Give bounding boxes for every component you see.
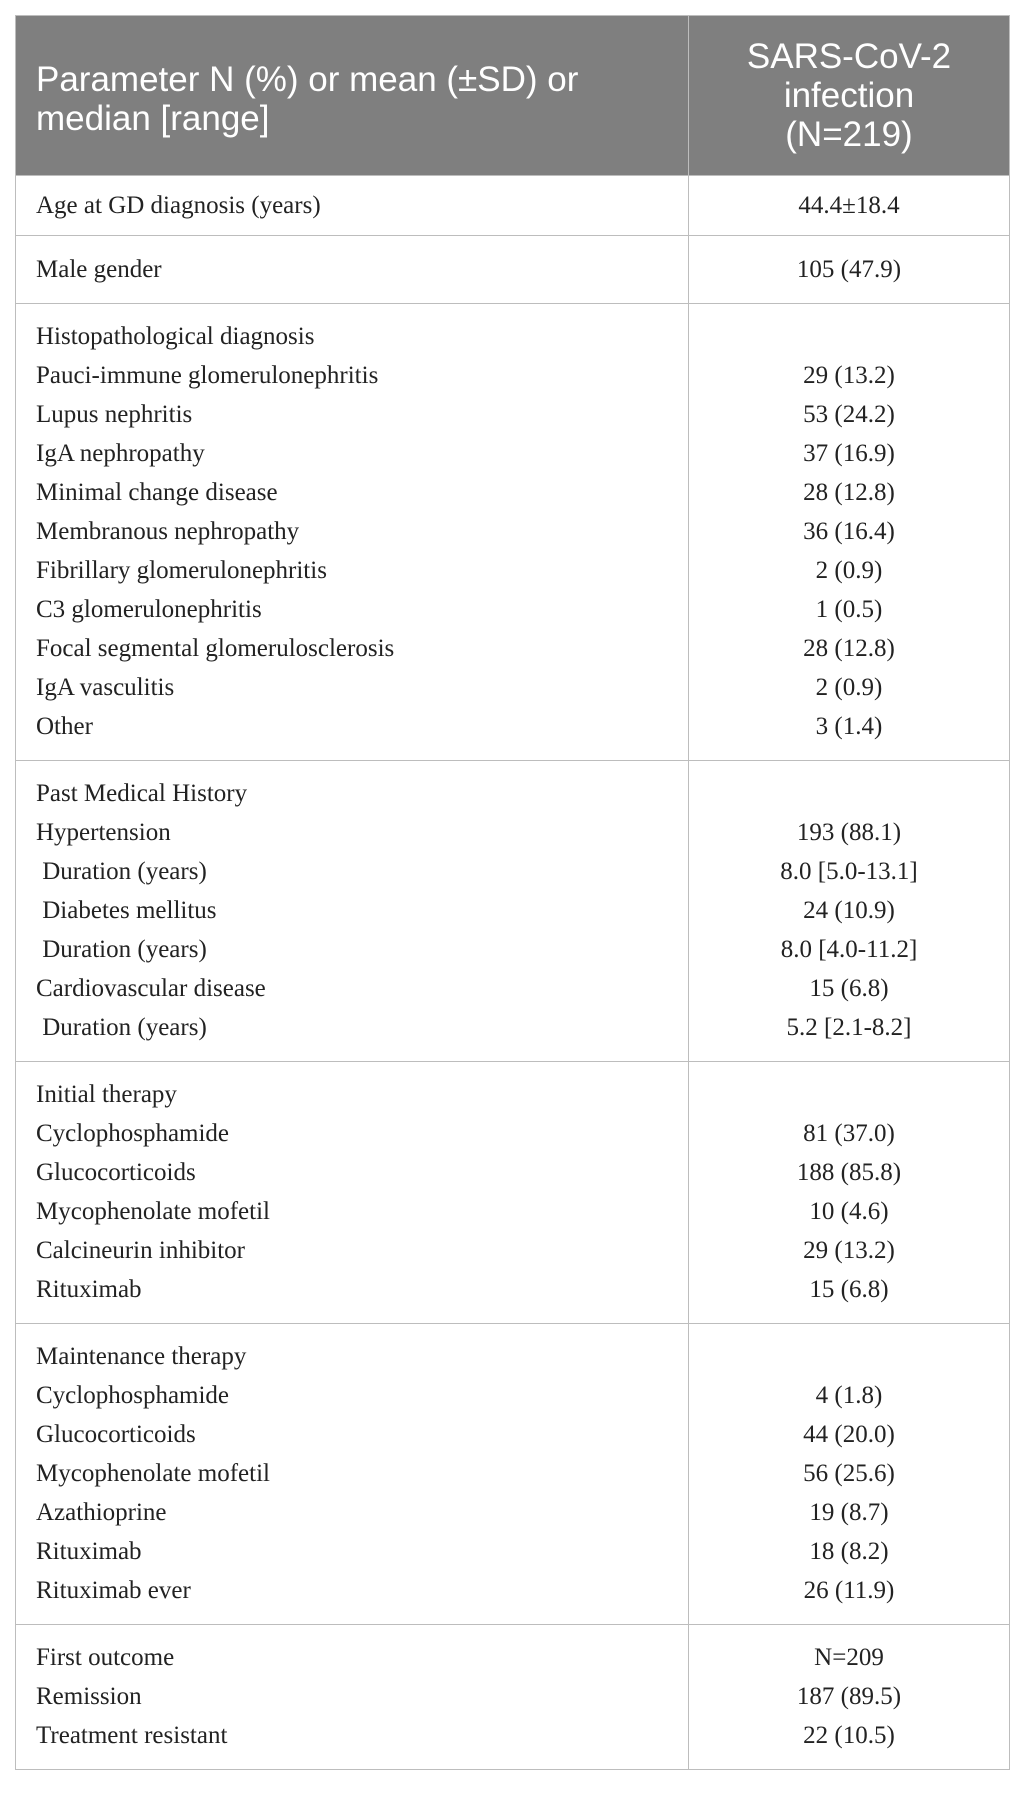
row-label: Rituximab ever: [36, 1577, 191, 1604]
row-value: 8.0 [4.0-11.2]: [780, 936, 918, 963]
row-value: 53 (24.2): [803, 401, 895, 428]
age-label: Age at GD diagnosis (years): [36, 192, 321, 219]
row-label: Calcineurin inhibitor: [36, 1237, 245, 1264]
table-row: [16, 176, 1010, 236]
section-values-histo: [689, 304, 1010, 761]
row-value: 5.2 [2.1-8.2]: [786, 1014, 912, 1041]
table-row: [16, 1625, 1010, 1770]
row-value: 19 (8.7): [809, 1499, 889, 1526]
row-label: IgA nephropathy: [36, 440, 205, 467]
row-value: 3 (1.4): [815, 713, 883, 740]
row-value: 1 (0.5): [815, 596, 883, 623]
row-label: Azathioprine: [36, 1499, 167, 1526]
row-label: Remission: [36, 1683, 142, 1710]
table-row: [16, 236, 1010, 304]
header-group: [689, 16, 1010, 176]
row-value: 37 (16.9): [803, 440, 895, 467]
row-label: IgA vasculitis: [36, 674, 175, 701]
section-values-maintenance: [689, 1324, 1010, 1625]
table-header: [16, 16, 1010, 176]
row-label: Minimal change disease: [36, 479, 278, 506]
row-value: [689, 236, 1010, 304]
row-value: 15 (6.8): [809, 1276, 889, 1303]
row-label: Cyclophosphamide: [36, 1120, 230, 1147]
row-value: 10 (4.6): [809, 1198, 889, 1225]
section-title-value: N=209: [814, 1644, 884, 1671]
row-value: 193 (88.1): [796, 819, 902, 846]
blank-value: [689, 774, 1009, 813]
row-value: 188 (85.8): [796, 1159, 902, 1186]
age-value: 44.4±18.4: [798, 192, 900, 219]
section-values-pmh: [689, 761, 1010, 1062]
row-value: 81 (37.0): [803, 1120, 895, 1147]
section-labels-initial: [16, 1062, 689, 1324]
row-value: 2 (0.9): [815, 674, 883, 701]
row-label: Lupus nephritis: [36, 401, 193, 428]
header-parameter: Parameter N (%) or mean (±SD) or median [range]: [16, 16, 689, 176]
section-title: Histopathological diagnosis: [36, 323, 315, 350]
section-labels-pmh: [16, 761, 689, 1062]
header-group-line1: SARS-CoV-2: [746, 37, 952, 76]
male-value: 105 (47.9): [796, 256, 902, 283]
row-value: 15 (6.8): [809, 975, 889, 1002]
section-labels-maintenance: [16, 1324, 689, 1625]
table-row: [16, 1062, 1010, 1324]
header-group-line3: (N=219): [785, 115, 913, 154]
section-title: Past Medical History: [36, 780, 248, 807]
male-label: Male gender: [36, 256, 162, 283]
row-value: 28 (12.8): [803, 479, 895, 506]
row-value: 56 (25.6): [803, 1460, 895, 1487]
row-label: Cardiovascular disease: [36, 975, 266, 1002]
header-row: [16, 16, 1010, 176]
row-value: 29 (13.2): [803, 1237, 895, 1264]
table-row: [16, 1324, 1010, 1625]
row-label: Fibrillary glomerulonephritis: [36, 557, 327, 584]
row-label: Cyclophosphamide: [36, 1382, 230, 1409]
row-value: 24 (10.9): [803, 897, 895, 924]
row-label: Rituximab: [36, 1538, 142, 1565]
section-title: Initial therapy: [36, 1081, 177, 1108]
row-label: Pauci-immune glomerulonephritis: [36, 362, 379, 389]
row-value: 28 (12.8): [803, 635, 895, 662]
row-value: 18 (8.2): [809, 1538, 889, 1565]
row-value: 2 (0.9): [815, 557, 883, 584]
row-value: 187 (89.5): [796, 1683, 902, 1710]
section-labels-histo: [16, 304, 689, 761]
row-label: Duration (years): [36, 1014, 207, 1041]
row-label: Glucocorticoids: [36, 1421, 196, 1448]
row-value: 22 (10.5): [803, 1722, 895, 1749]
section-title: First outcome: [36, 1644, 175, 1671]
row-label: Glucocorticoids: [36, 1159, 196, 1186]
section-values-outcome: [689, 1625, 1010, 1770]
section-labels-outcome: [16, 1625, 689, 1770]
blank-value: [689, 1337, 1009, 1376]
section-values-initial: [689, 1062, 1010, 1324]
row-value: 29 (13.2): [803, 362, 895, 389]
blank-value: [689, 317, 1009, 356]
table-body: [16, 176, 1010, 1770]
row-label: Diabetes mellitus: [36, 897, 217, 924]
table-row: [16, 304, 1010, 761]
row-value: 44 (20.0): [803, 1421, 895, 1448]
blank-value: [689, 1075, 1009, 1114]
row-label: [16, 236, 689, 304]
row-value: 26 (11.9): [803, 1577, 895, 1604]
row-label: Other: [36, 713, 93, 740]
data-table: [15, 15, 1010, 1770]
row-label: Duration (years): [36, 858, 207, 885]
row-label: C3 glomerulonephritis: [36, 596, 262, 623]
table-row: [16, 761, 1010, 1062]
row-label: Focal segmental glomerulosclerosis: [36, 635, 395, 662]
section-title: Maintenance therapy: [36, 1343, 247, 1370]
row-value: 8.0 [5.0-13.1]: [780, 858, 918, 885]
row-label: [16, 176, 689, 236]
row-label: Membranous nephropathy: [36, 518, 300, 545]
row-label: Mycophenolate mofetil: [36, 1198, 270, 1225]
row-label: Hypertension: [36, 819, 171, 846]
row-label: Duration (years): [36, 936, 207, 963]
row-value: 4 (1.8): [815, 1382, 883, 1409]
row-label: Treatment resistant: [36, 1722, 228, 1749]
row-label: Rituximab: [36, 1276, 142, 1303]
row-label: Mycophenolate mofetil: [36, 1460, 270, 1487]
row-value: [689, 176, 1010, 236]
row-value: 36 (16.4): [803, 518, 895, 545]
header-group-line2: infection: [783, 76, 915, 115]
